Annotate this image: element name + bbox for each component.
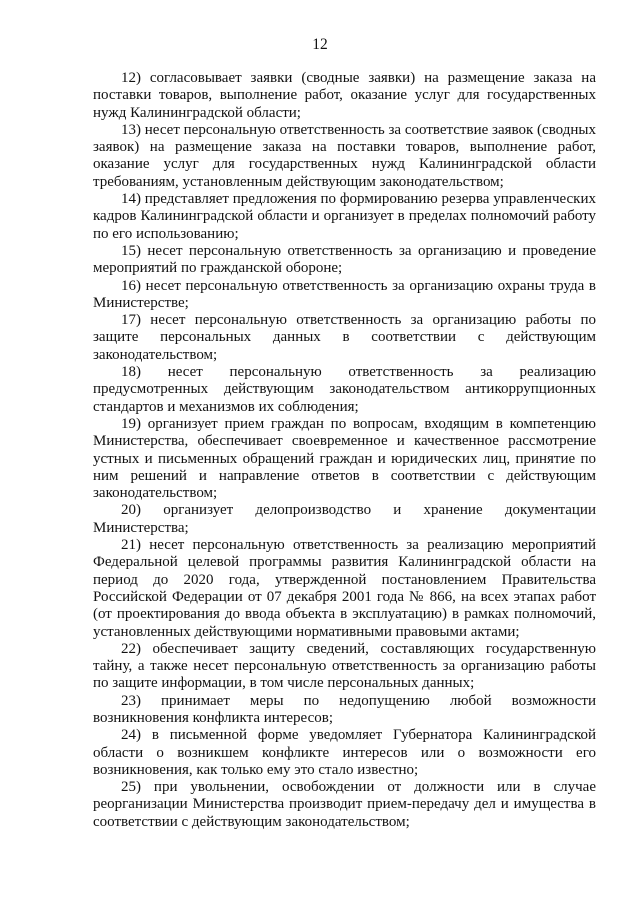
document-body [93, 70, 596, 831]
paragraph-19: 19) организует прием граждан по вопросам, входящим в компетенцию Министерства, обеспечивает своевременное и качественное рассмотрение устных и письменных обращений граждан и юридических лиц, принятие по ним решений и направление ответов в соответствии с действующим законодательством; [93, 415, 596, 502]
paragraph-15: 15) несет персональную ответственность за организацию и проведение мероприятий по гражданской обороне; [93, 242, 596, 277]
paragraph-21: 21) несет персональную ответственность за реализацию мероприятий Федеральной целевой программы развития Калининградской области на период до 2020 года, утвержденной постановлением Правительства Российской Федерации от 07 декабря 2001 года № 866, на всех этапах работ (от проектирования до ввода объекта в эксплуатацию) в рамках полномочий, установленных действующими нормативными правовыми актами; [93, 537, 596, 640]
paragraph-17: 17) несет персональную ответственность за организацию работы по защите персональных данных в соответствии с действующим законодательством; [93, 312, 596, 363]
paragraph-22: 22) обеспечивает защиту сведений, составляющих государственную тайну, а также несет персональную ответственность за организацию работы по защите информации, в том числе персональных данных; [93, 640, 596, 692]
paragraph-23: 23) принимает меры по недопущению любой возможности возникновения конфликта интересов; [93, 692, 596, 726]
paragraph-20: 20) организует делопроизводство и хранение документации Министерства; [93, 502, 596, 536]
page-number: 12 [312, 36, 328, 53]
paragraph-12: 12) согласовывает заявки (сводные заявки) на размещение заказа на поставки товаров, выполнение работ, оказание услуг для государственных нужд Калининградской области; [93, 70, 596, 121]
paragraph-25: 25) при увольнении, освобождении от должности или в случае реорганизации Министерства производит прием-передачу дел и имущества в соответствии с действующим законодательством; [93, 779, 596, 830]
paragraph-24: 24) в письменной форме уведомляет Губернатора Калининградской области о возникшем конфликте интересов или о возможности его возникновения, как только ему это стало известно; [93, 727, 596, 778]
paragraph-14: 14) представляет предложения по формированию резерва управленческих кадров Калининградской области и организует в пределах полномочий работу по его использованию; [93, 191, 596, 242]
paragraph-16: 16) несет персональную ответственность за организацию охраны труда в Министерстве; [93, 277, 596, 311]
paragraph-13: 13) несет персональную ответственность за соответствие заявок (сводных заявок) на размещение заказа на поставки товаров, выполнение работ, оказание услуг для государственных нужд Калининградской области требованиям, установленным действующим законодательством; [93, 121, 596, 190]
paragraph-18: 18) несет персональную ответственность за реализацию предусмотренных действующим законодательством антикоррупционных стандартов и механизмов их соблюдения; [93, 364, 596, 415]
